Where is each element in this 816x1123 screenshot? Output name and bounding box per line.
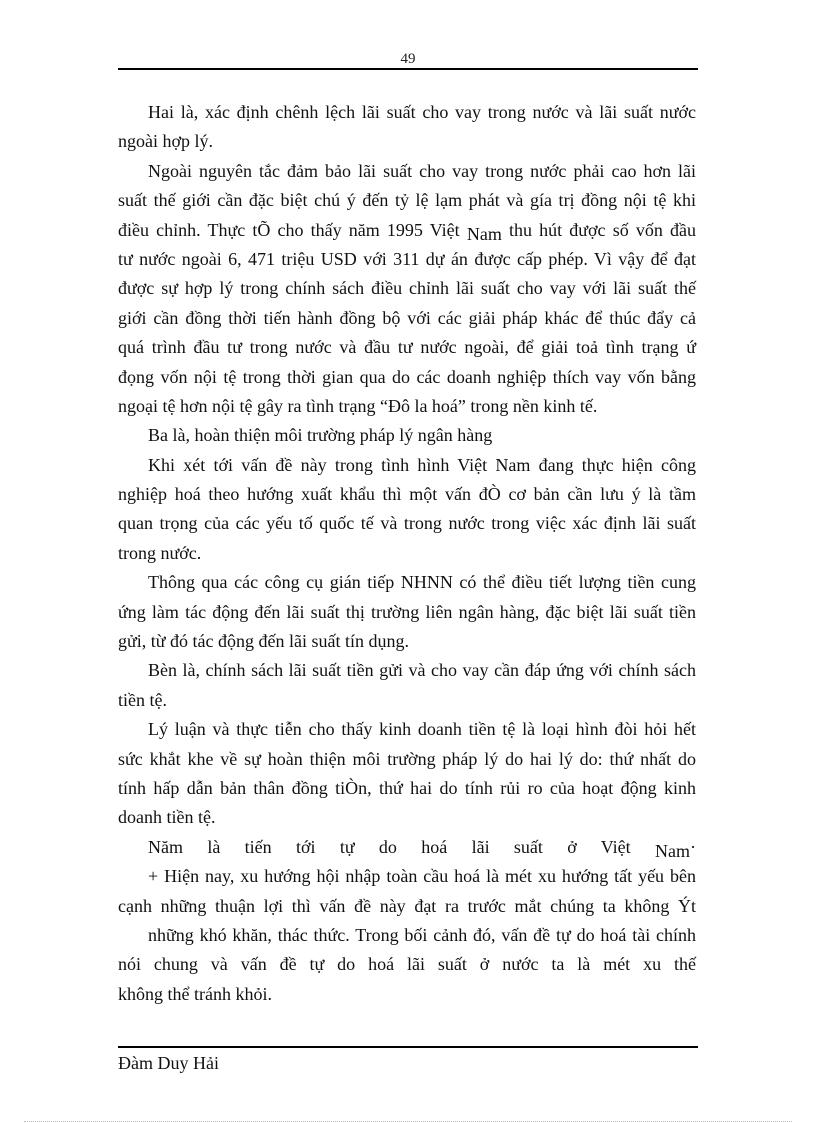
text-line: Khi xét tới vấn đề này trong tình hình Việt Nam đang thực hiện công [148, 454, 696, 475]
line-segment: điều chỉnh. Thực tÕ cho thấy năm 1995 Việt [118, 219, 467, 240]
text-line: quá trình đầu tư trong nước và đầu tư nước ngoài, để giải toả tình trạng ứ [118, 337, 696, 358]
header-rule [118, 68, 698, 70]
line-segment: · [690, 836, 696, 857]
text-line: không thể tránh khỏi. [118, 983, 272, 1004]
text-line: nghiệp hoá theo hướng xuất khẩu thì một vấn đÒ cơ bản cần lưu ý là tầm [118, 484, 696, 505]
line-segment: Năm là tiến tới tự do hoá lãi suất ở Việt [148, 836, 655, 857]
text-line: tính hấp dẫn bản thân đồng tiÒn, thứ hai do tính rủi ro của hoạt động kinh [118, 777, 696, 798]
text-line [118, 216, 696, 245]
page-number: 49 [400, 51, 416, 67]
text-line: trong nước. [118, 542, 202, 563]
text-line: gửi, từ đó tác động đến lãi suất tín dụng. [118, 631, 409, 652]
text-line: được sự hợp lý trong chính sách điều chỉnh lãi suất cho vay với lãi suất thế [118, 278, 696, 299]
line-segment: thu hút được số vốn đầu [501, 219, 697, 240]
text-line: ứng làm tác động đến lãi suất thị trường liên ngân hàng, đặc biệt lãi suất tiền [118, 601, 696, 622]
text-line: quan trọng của các yếu tố quốc tế và trong nước trong việc xác định lãi suất [118, 513, 696, 534]
text-line [118, 833, 696, 862]
text-line: Hai là, xác định chênh lệch lãi suất cho vay trong nước và lãi suất nước [148, 102, 696, 122]
text-line: Thông qua các công cụ gián tiếp NHNN có thể điều tiết lượng tiền cung [148, 572, 696, 593]
footer-rule [118, 1046, 698, 1048]
subscript-word: Nam [655, 840, 690, 861]
text-line: tiền tệ. [118, 689, 167, 710]
author-name: Đàm Duy Hải [118, 1053, 219, 1073]
subscript-word: Nam [466, 223, 502, 244]
text-line: suất thế giới cần đặc biệt chú ý đến tỷ lệ lạm phát và gía trị đồng nội tệ khi [118, 190, 696, 211]
text-line: cạnh những thuận lợi thì vấn đề này đạt ra trước mắt chúng ta không Ýt [118, 895, 696, 916]
page-edge-divider [24, 1121, 792, 1122]
text-line: những khó khăn, thác thức. Trong bối cảnh đó, vấn đề tự do hoá tài chính [148, 924, 696, 945]
text-line: đọng vốn nội tệ trong thời gian qua do các doanh nghiệp thích vay vốn bằng [118, 366, 696, 387]
text-line: Lý luận và thực tiễn cho thấy kinh doanh tiền tệ là loại hình đòi hỏi hết [148, 719, 696, 740]
text-line: sức khắt khe về sự hoàn thiện môi trường pháp lý do hai lý do: thứ nhất do [118, 748, 696, 769]
text-line: ngoài hợp lý. [118, 131, 214, 152]
text-line: Ba là, hoàn thiện môi trường pháp lý ngân hàng [148, 425, 493, 446]
text-line: Bèn là, chính sách lãi suất tiền gửi và cho vay cần đáp ứng với chính sách [148, 660, 696, 681]
text-line: doanh tiền tệ. [118, 807, 216, 828]
text-line: ngoại tệ hơn nội tệ gây ra tình trạng “Đô la hoá” trong nền kinh tế. [118, 395, 598, 416]
body-text [118, 98, 696, 1009]
text-line: + Hiện nay, xu hướng hội nhập toàn cầu hoá là mét xu hướng tất yếu bên [148, 866, 696, 887]
text-line: tư nước ngoài 6, 471 triệu USD với 311 dự án được cấp phép. Vì vậy để đạt [118, 248, 696, 269]
text-line: Ngoài nguyên tắc đảm bảo lãi suất cho vay trong nước phải cao hơn lãi [148, 160, 696, 181]
text-line: giới cần đồng thời tiến hành đồng bộ với các giải pháp khác để thúc đẩy cả [118, 307, 696, 328]
text-line: nói chung và vấn đề tự do hoá lãi suất ở nước ta là mét xu thế [118, 954, 696, 975]
